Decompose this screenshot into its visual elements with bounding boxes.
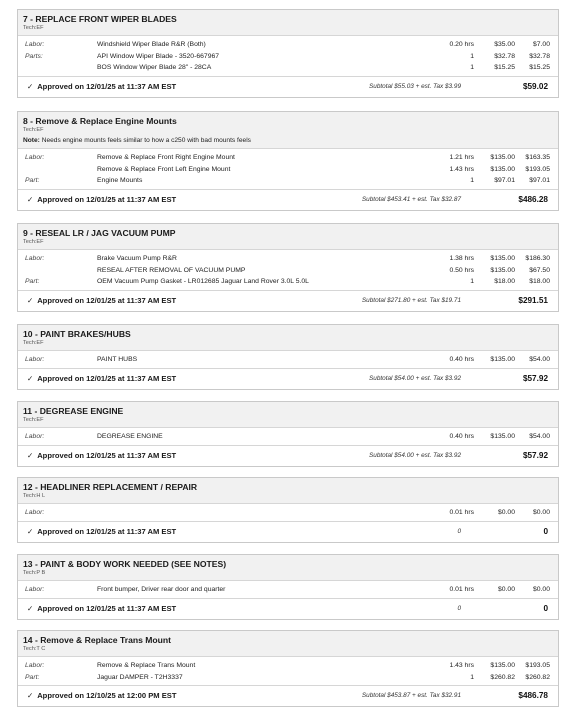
line-item [18,253,558,265]
subtotal-text: 0 [457,527,461,535]
approval-status [27,82,176,91]
job-title: 10 - PAINT BRAKES/HUBS [23,329,131,339]
job-header [18,224,558,250]
approval-text: Approved on 12/01/25 at 11:37 AM EST [37,450,177,460]
job-note [23,136,553,145]
approval-text: Approved on 12/01/25 at 11:37 AM EST [37,373,177,383]
job-card-9 [17,223,559,312]
line-rate: $18.00 [494,278,515,285]
line-description: Jaguar DAMPER - T2H3337 [97,673,183,681]
subtotal-text: Subtotal $54.00 + est. Tax $3.92 [369,451,461,459]
line-rate: $35.00 [494,41,515,48]
line-type: Parts: [25,52,43,60]
line-type: Part: [25,177,40,184]
line-quantity: 1 [470,177,474,184]
line-type: Labor: [25,154,45,161]
job-header [18,325,558,351]
line-type: Labor: [25,255,45,262]
line-description: Remove & Replace Front Left Engine Mount [97,165,231,173]
line-quantity: 0.20 hrs [449,41,474,48]
line-item [18,672,558,684]
job-footer [18,77,558,97]
job-footer [18,446,558,466]
job-card-13 [17,554,559,620]
subtotal-text: Subtotal $453.87 + est. Tax $32.91 [361,692,461,699]
job-footer [18,599,558,619]
checkmark-icon: ✓ [27,526,34,536]
line-item [18,175,558,187]
job-title: 11 - DEGREASE ENGINE [23,406,124,416]
line-description: Brake Vacuum Pump R&R [97,255,177,262]
job-footer [18,369,558,389]
line-quantity: 1.43 hrs [449,662,474,669]
line-description: Engine Mounts [97,177,143,184]
line-description: BOS Window Wiper Blade 28" - 28CA [97,64,212,71]
job-tech: Tech:P B [23,570,46,576]
job-lines [18,428,558,446]
job-total: $291.51 [518,295,548,305]
checkmark-icon: ✓ [27,450,34,460]
line-rate: $135.00 [490,154,515,161]
approval-status [27,527,176,536]
line-quantity: 1 [470,278,474,285]
line-quantity: 1.38 hrs [449,255,474,262]
line-type: Labor: [25,509,45,516]
job-lines [18,657,558,686]
job-title: 9 - RESEAL LR / JAG VACUUM PUMP [23,228,176,238]
job-card-8 [17,111,559,211]
line-rate: $0.00 [497,509,515,516]
checkmark-icon: ✓ [27,373,34,383]
line-type: Labor: [25,433,45,440]
approval-text: Approved on 12/01/25 at 11:37 AM EST [37,194,177,204]
line-quantity: 1.43 hrs [449,165,474,173]
line-total: $32.78 [529,52,550,60]
line-description: RESEAL AFTER REMOVAL OF VACUUM PUMP [97,266,246,274]
line-description: PAINT HUBS [97,356,138,363]
line-total: $67.50 [529,266,550,274]
line-description: Remove & Replace Trans Mount [97,662,196,669]
job-tech: Tech:EF [23,127,44,133]
line-rate: $135.00 [490,266,515,274]
job-header [18,631,558,657]
job-total: 0 [543,603,548,613]
job-header [18,478,558,504]
job-footer [18,522,558,542]
line-type: Part: [25,673,40,681]
line-item [18,276,558,288]
subtotal-text: Subtotal $54.00 + est. Tax $3.92 [369,374,461,382]
job-tech: Tech:EF [23,417,44,423]
job-tech: Tech:T C [23,646,46,652]
checkmark-icon: ✓ [27,81,34,91]
line-type: Labor: [25,662,45,669]
line-rate: $135.00 [490,356,515,363]
line-item [18,660,558,672]
line-rate: $135.00 [490,662,515,669]
line-item [18,354,558,366]
line-rate: $135.00 [490,165,515,173]
line-quantity: 0.50 hrs [449,266,474,274]
line-rate: $135.00 [490,433,515,440]
line-quantity: 1.21 hrs [449,154,474,161]
note-text: Needs engine mounts feels similar to how a c250 with bad mounts feels [39,137,251,144]
approval-text: Approved on 12/01/25 at 11:37 AM EST [37,526,177,536]
job-lines [18,149,558,190]
line-total: $54.00 [529,433,550,440]
line-type: Part: [25,278,40,285]
job-total: $486.28 [518,194,548,204]
job-lines [18,581,558,599]
approval-status [27,374,176,383]
approval-status [27,296,176,305]
line-item [18,584,558,596]
job-total: $57.92 [522,450,548,460]
line-total: $15.25 [529,64,550,71]
approval-text: Approved on 12/01/25 at 11:37 AM EST [37,603,177,613]
note-label: Note: [23,137,40,144]
line-total: $186.30 [525,255,550,262]
line-item [18,164,558,176]
job-footer [18,291,558,311]
job-header [18,402,558,428]
line-item [18,265,558,277]
job-tech: Tech:EF [23,25,44,31]
line-item [18,152,558,164]
line-description: Remove & Replace Front Right Engine Mount [97,154,235,161]
approval-status [27,604,176,613]
line-description: Front bumper, Driver rear door and quarter [97,586,226,593]
line-type: Labor: [25,41,45,48]
line-total: $97.01 [529,177,550,184]
approval-text: Approved on 12/01/25 at 11:37 AM EST [37,295,177,305]
job-title: 8 - Remove & Replace Engine Mounts [23,116,177,126]
line-quantity: 0.01 hrs [449,586,474,593]
job-card-12 [17,477,559,543]
job-header [18,112,558,149]
job-total: $486.78 [518,691,548,700]
checkmark-icon: ✓ [27,295,34,305]
job-card-11 [17,401,559,467]
job-tech: Tech:EF [23,239,44,245]
line-rate: $0.00 [497,586,515,593]
job-card-7 [17,9,559,98]
job-tech: Tech:EF [23,340,44,346]
approval-status [27,691,176,700]
line-total: $7.00 [532,41,550,48]
line-total: $163.35 [525,154,550,161]
checkmark-icon: ✓ [27,194,34,204]
line-total: $193.05 [525,165,550,173]
subtotal-text: 0 [457,604,461,612]
job-lines [18,36,558,77]
line-type: Labor: [25,356,45,363]
line-quantity: 1 [470,64,474,71]
line-item [18,431,558,443]
job-title: 14 - Remove & Replace Trans Mount [23,635,172,645]
line-item [18,507,558,519]
job-header [18,555,558,581]
subtotal-text: Subtotal $55.03 + est. Tax $3.99 [369,82,461,90]
line-rate: $260.82 [490,673,515,681]
line-quantity: 0.40 hrs [449,433,474,440]
job-card-14 [17,630,559,707]
line-description: DEGREASE ENGINE [97,433,163,440]
checkmark-icon: ✓ [27,691,34,700]
job-header [18,10,558,36]
line-description: Windshield Wiper Blade R&R (Both) [97,41,206,48]
line-item [18,39,558,51]
line-total: $18.00 [529,278,550,285]
subtotal-text: Subtotal $453.41 + est. Tax $32.87 [361,195,461,203]
line-rate: $32.78 [494,52,515,60]
line-item [18,62,558,74]
approval-status [27,195,176,204]
line-rate: $97.01 [494,177,515,184]
job-title: 13 - PAINT & BODY WORK NEEDED (SEE NOTES) [23,559,227,569]
line-total: $54.00 [529,356,550,363]
job-tech: Tech:H L [23,493,46,499]
approval-text: Approved on 12/01/25 at 11:37 AM EST [37,81,177,91]
line-total: $260.82 [525,673,550,681]
job-title: 12 - HEADLINER REPLACEMENT / REPAIR [23,482,198,492]
line-description: OEM Vacuum Pump Gasket - LR012685 Jaguar Land Rover 3.0L 5.0L [97,278,309,285]
subtotal-text: Subtotal $271.80 + est. Tax $19.71 [361,296,461,304]
approval-status [27,451,176,460]
approval-text: Approved on 12/10/25 at 12:00 PM EST [37,691,177,700]
line-rate: $15.25 [494,64,515,71]
job-total: 0 [543,526,548,536]
job-footer [18,686,558,706]
line-item [18,51,558,63]
job-title: 7 - REPLACE FRONT WIPER BLADES [23,14,177,24]
job-footer [18,190,558,210]
line-quantity: 0.40 hrs [449,356,474,363]
line-total: $0.00 [532,586,550,593]
job-lines [18,351,558,369]
checkmark-icon: ✓ [27,603,34,613]
line-quantity: 0.01 hrs [449,509,474,516]
job-total: $59.02 [522,81,548,91]
job-lines [18,250,558,291]
line-total: $193.05 [525,662,550,669]
line-total: $0.00 [532,509,550,516]
line-description: API Window Wiper Blade - 3520-667967 [97,52,220,60]
line-rate: $135.00 [490,255,515,262]
job-lines [18,504,558,522]
line-quantity: 1 [470,673,474,681]
line-quantity: 1 [470,52,474,60]
job-card-10 [17,324,559,390]
job-total: $57.92 [522,373,548,383]
line-type: Labor: [25,586,45,593]
